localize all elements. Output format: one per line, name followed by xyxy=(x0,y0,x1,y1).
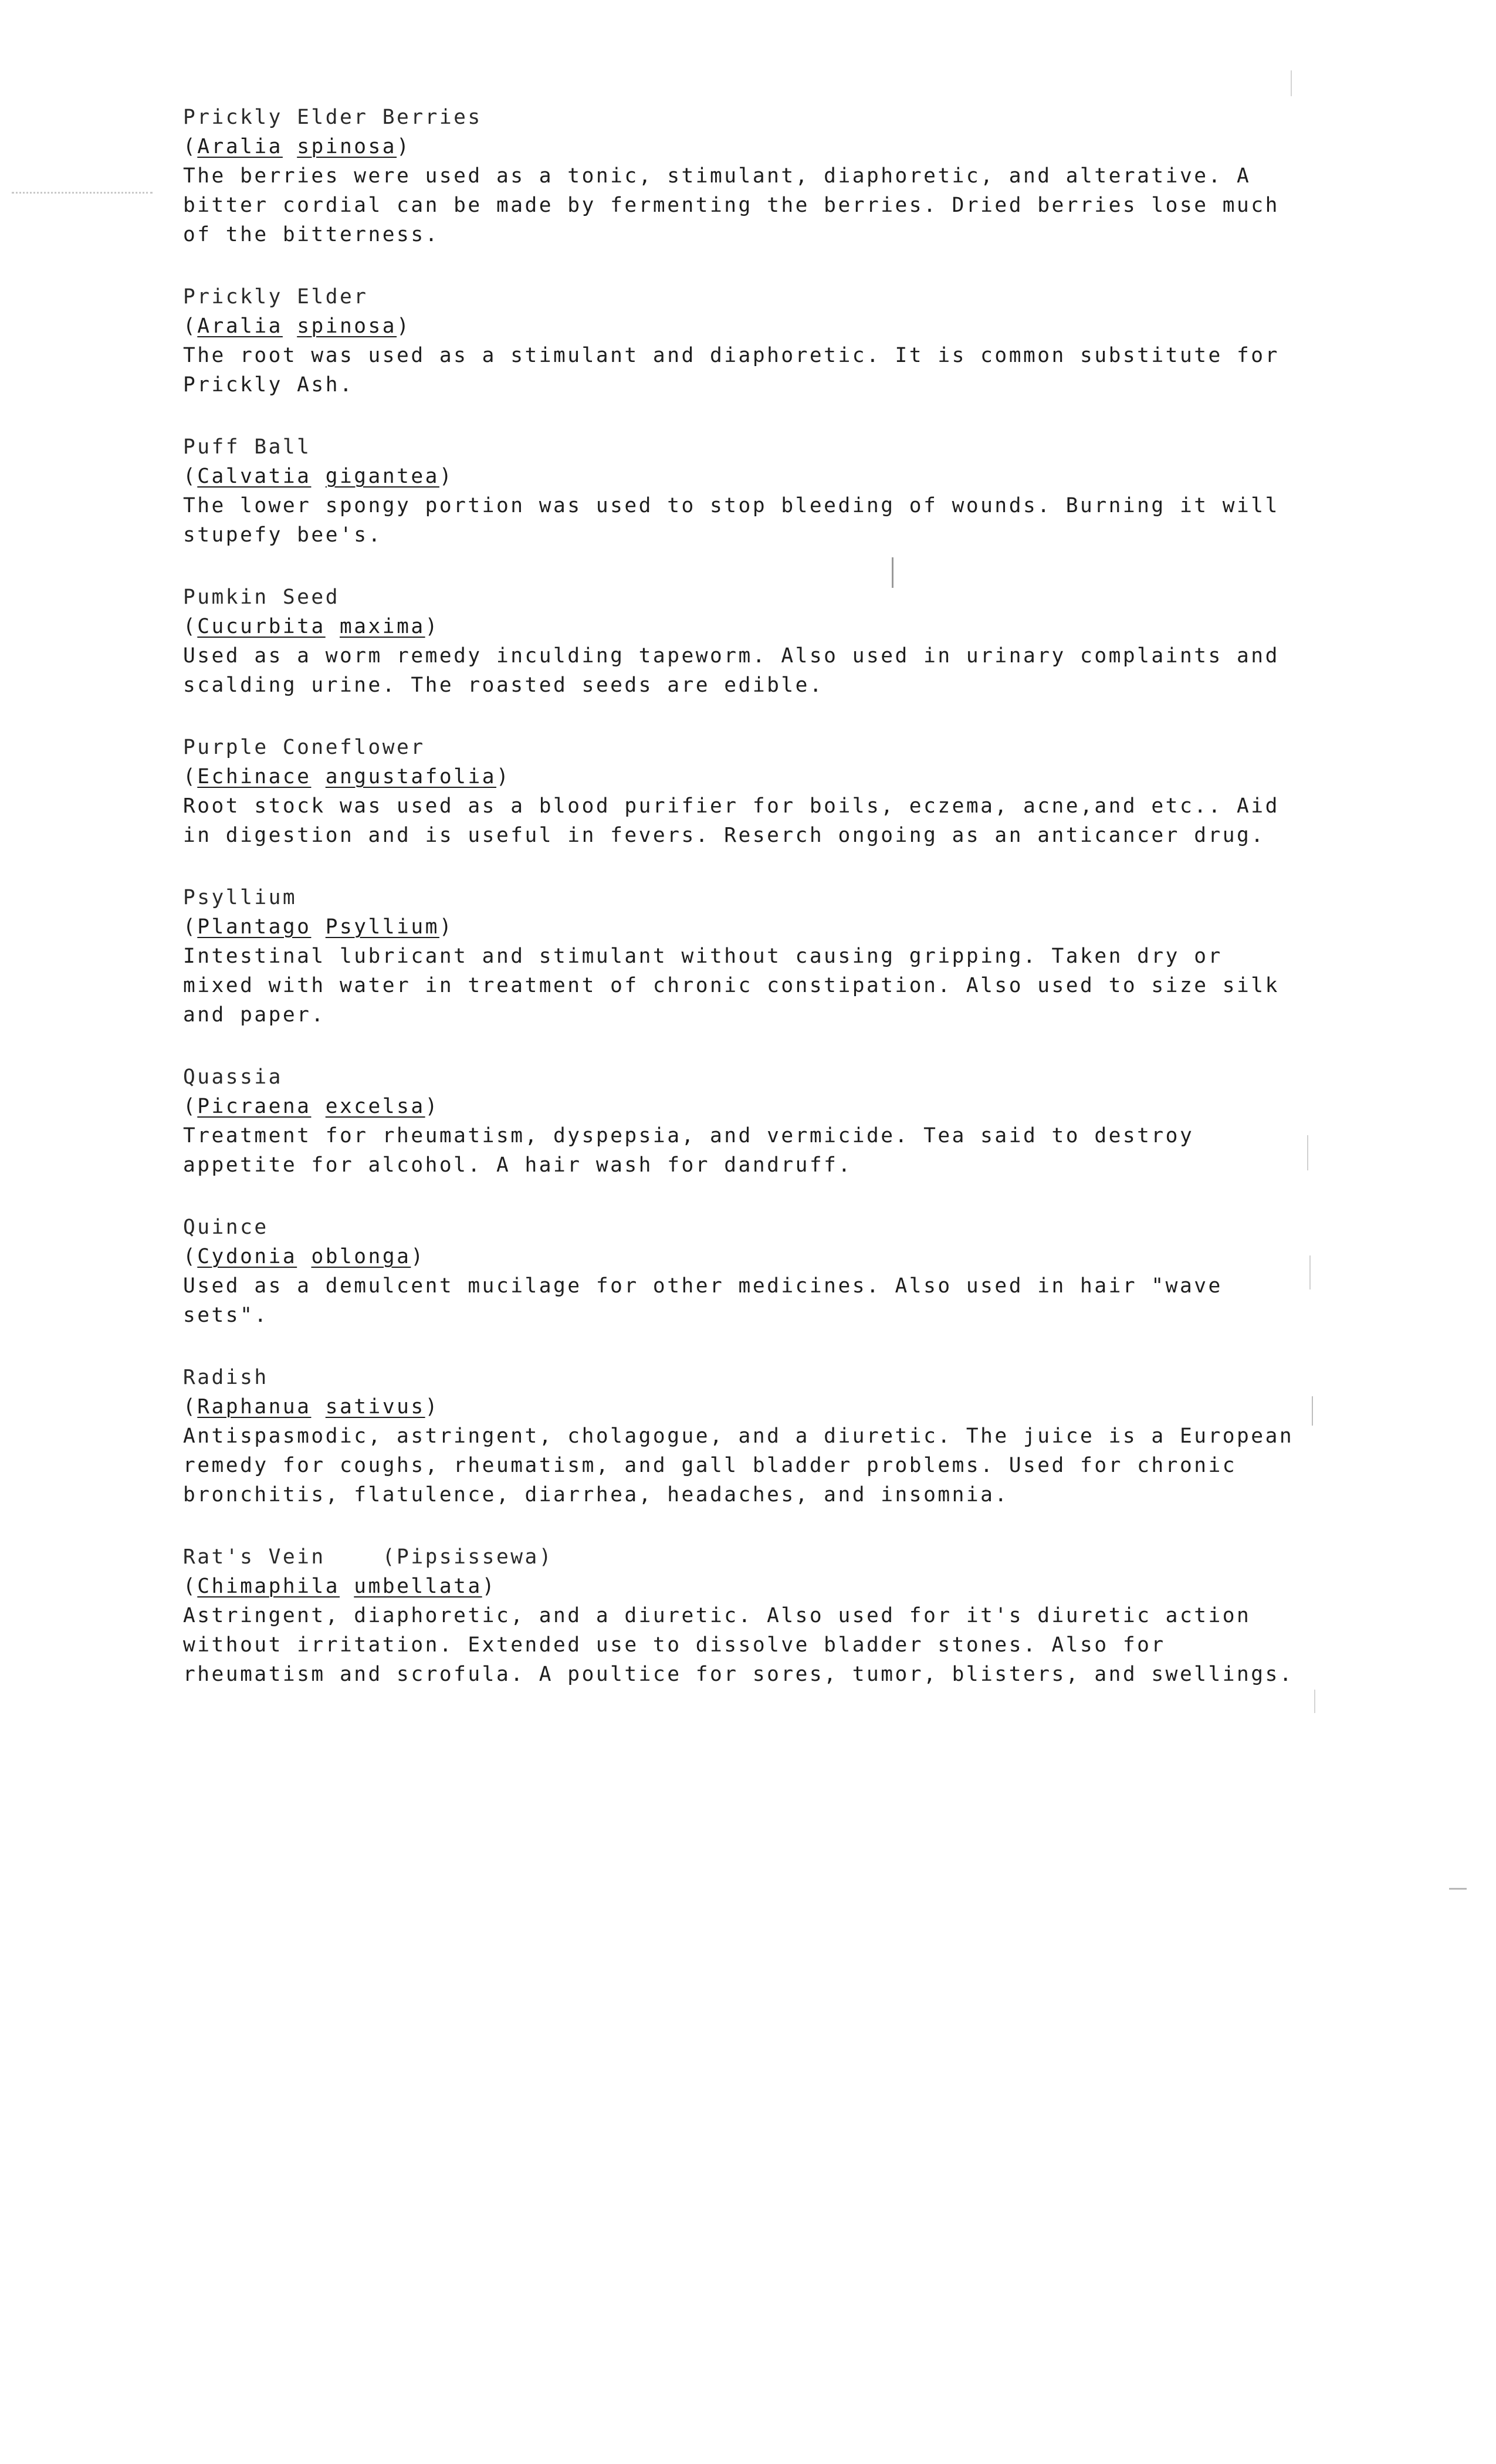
herb-species: sativus xyxy=(325,1395,425,1419)
herb-species: Psyllium xyxy=(325,915,439,939)
scan-speckle xyxy=(12,192,153,194)
herb-entry xyxy=(183,1213,1374,1330)
herb-entry xyxy=(183,1363,1374,1509)
latin-close-paren: ) xyxy=(425,1395,439,1419)
herb-description-line: Treatment for rheumatism, dyspepsia, and vermicide. Tea said to destroy xyxy=(183,1124,1194,1148)
herb-description-line: in digestion and is useful in fevers. Reserch ongoing as an anticancer drug. xyxy=(183,824,1265,847)
latin-open-paren: ( xyxy=(183,465,198,488)
herb-common-name: Prickly Elder xyxy=(183,285,368,309)
latin-open-paren: ( xyxy=(183,135,198,158)
latin-open-paren: ( xyxy=(183,915,198,939)
herb-entry-list xyxy=(183,103,1374,1722)
latin-open-paren: ( xyxy=(183,1395,198,1419)
latin-close-paren: ) xyxy=(397,314,411,338)
herb-genus: Aralia xyxy=(197,135,283,158)
herb-species: umbellata xyxy=(354,1575,482,1598)
latin-open-paren: ( xyxy=(183,1245,198,1268)
scan-mark xyxy=(1291,70,1292,96)
latin-close-paren: ) xyxy=(482,1575,496,1598)
herb-description-line: Antispasmodic, astringent, cholagogue, and a diuretic. The juice is a European xyxy=(183,1424,1294,1448)
herb-description-line: of the bitterness. xyxy=(183,223,439,246)
herb-latin-name xyxy=(183,132,1374,161)
herb-description-line: without irritation. Extended use to dissolve bladder stones. Also for xyxy=(183,1633,1166,1657)
herb-genus: Aralia xyxy=(197,314,283,338)
latin-open-paren: ( xyxy=(183,765,198,788)
herb-entry xyxy=(183,583,1374,700)
herb-description-line: Used as a demulcent mucilage for other medicines. Also used in hair "wave xyxy=(183,1274,1223,1298)
herb-description-line: The lower spongy portion was used to stop bleeding of wounds. Burning it will xyxy=(183,494,1280,517)
herb-species: maxima xyxy=(340,615,425,638)
herb-species: angustafolia xyxy=(325,765,496,788)
herb-entry xyxy=(183,103,1374,249)
herb-entry xyxy=(183,282,1374,400)
latin-close-paren: ) xyxy=(496,765,511,788)
herb-common-name: Pumkin Seed xyxy=(183,585,340,609)
herb-entry xyxy=(183,733,1374,850)
herb-description-line: and paper. xyxy=(183,1003,326,1027)
herb-latin-name xyxy=(183,312,1374,341)
herb-latin-name xyxy=(183,1242,1374,1271)
herb-description-line: stupefy bee's. xyxy=(183,523,383,547)
herb-description-line: rheumatism and scrofula. A poultice for sores, tumor, blisters, and swellings. xyxy=(183,1663,1294,1686)
herb-entry xyxy=(183,1062,1374,1180)
herb-genus: Echinace xyxy=(197,765,312,788)
herb-description-line: The berries were used as a tonic, stimulant, diaphoretic, and alterative. A xyxy=(183,164,1251,188)
herb-common-name: Quassia xyxy=(183,1065,283,1089)
herb-species: oblonga xyxy=(311,1245,411,1268)
herb-description-line: remedy for coughs, rheumatism, and gall bladder problems. Used for chronic xyxy=(183,1454,1237,1477)
herb-genus: Picraena xyxy=(197,1095,312,1118)
herb-genus: Plantago xyxy=(197,915,312,939)
herb-latin-name xyxy=(183,912,1374,942)
herb-description-line: Used as a worm remedy inculding tapeworm. Also used in urinary complaints and xyxy=(183,644,1280,668)
herb-latin-name xyxy=(183,462,1374,491)
herb-genus: Raphanua xyxy=(197,1395,312,1419)
herb-latin-name xyxy=(183,1092,1374,1121)
herb-common-name: Prickly Elder Berries xyxy=(183,106,482,129)
herb-description-line: Root stock was used as a blood purifier for boils, eczema, acne,and etc.. Aid xyxy=(183,794,1280,818)
herb-description-line: appetite for alcohol. A hair wash for dandruff. xyxy=(183,1153,852,1177)
latin-close-paren: ) xyxy=(439,465,454,488)
herb-common-name: Rat's Vein (Pipsissewa) xyxy=(183,1545,554,1569)
herb-description-line: Intestinal lubricant and stimulant without causing gripping. Taken dry or xyxy=(183,945,1223,968)
latin-close-paren: ) xyxy=(425,615,439,638)
latin-close-paren: ) xyxy=(425,1095,439,1118)
herb-description-line: scalding urine. The roasted seeds are edible. xyxy=(183,673,824,697)
herb-common-name: Quince xyxy=(183,1216,269,1239)
herb-description-line: bronchitis, flatulence, diarrhea, headaches, and insomnia. xyxy=(183,1483,1009,1507)
herb-description-line: Prickly Ash. xyxy=(183,373,354,397)
herb-common-name: Psyllium xyxy=(183,886,297,909)
herb-species: spinosa xyxy=(297,135,397,158)
herb-latin-name xyxy=(183,762,1374,791)
herb-entry xyxy=(183,432,1374,550)
herb-genus: Chimaphila xyxy=(197,1575,340,1598)
herb-description-line: sets". xyxy=(183,1304,269,1327)
herb-common-name: Purple Coneflower xyxy=(183,736,425,759)
herb-species: gigantea xyxy=(325,465,439,488)
latin-close-paren: ) xyxy=(411,1245,425,1268)
herb-entry xyxy=(183,883,1374,1030)
herb-common-name: Radish xyxy=(183,1366,269,1389)
herb-species: excelsa xyxy=(325,1095,425,1118)
latin-open-paren: ( xyxy=(183,1095,198,1118)
herb-genus: Cucurbita xyxy=(197,615,326,638)
herb-species: spinosa xyxy=(297,314,397,338)
latin-open-paren: ( xyxy=(183,615,198,638)
herb-genus: Calvatia xyxy=(197,465,312,488)
herb-entry xyxy=(183,1542,1374,1689)
herb-description-line: mixed with water in treatment of chronic constipation. Also used to size silk xyxy=(183,974,1280,997)
herb-latin-name xyxy=(183,1572,1374,1601)
herb-latin-name xyxy=(183,612,1374,641)
herb-genus: Cydonia xyxy=(197,1245,297,1268)
herb-latin-name xyxy=(183,1392,1374,1421)
herb-description-line: The root was used as a stimulant and diaphoretic. It is common substitute for xyxy=(183,344,1280,367)
latin-close-paren: ) xyxy=(439,915,454,939)
latin-open-paren: ( xyxy=(183,1575,198,1598)
latin-close-paren: ) xyxy=(397,135,411,158)
herb-description-line: bitter cordial can be made by fermenting the berries. Dried berries lose much xyxy=(183,194,1280,217)
scan-mark xyxy=(1449,1888,1467,1890)
latin-open-paren: ( xyxy=(183,314,198,338)
herb-description-line: Astringent, diaphoretic, and a diuretic. Also used for it's diuretic action xyxy=(183,1604,1251,1627)
herb-common-name: Puff Ball xyxy=(183,435,312,459)
